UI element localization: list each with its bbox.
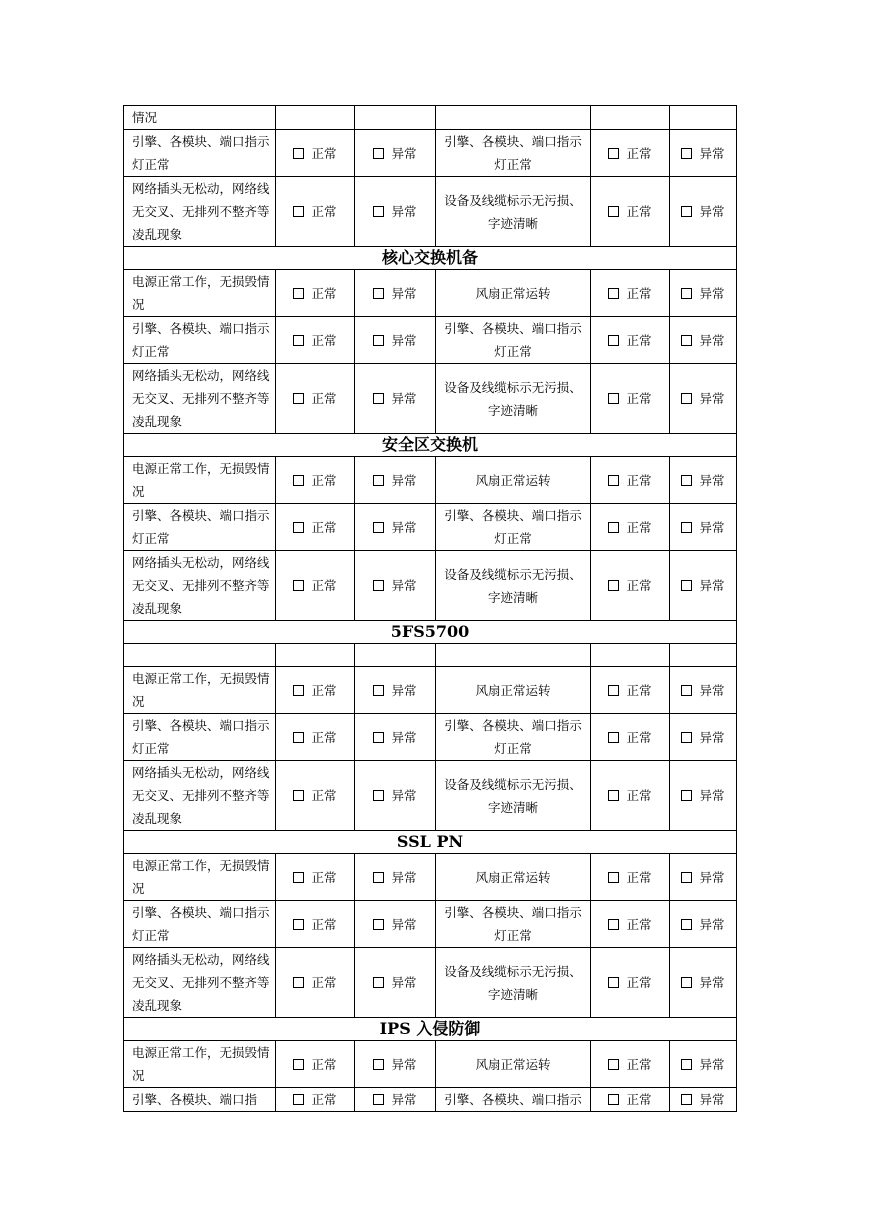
checkbox-icon[interactable] [373,475,384,486]
normal-checkbox-cell[interactable] [591,504,670,551]
inspection-row [124,714,737,761]
checkbox-icon[interactable] [608,475,619,486]
inspection-row [124,667,737,714]
check-item-left: 引擎、各模块、端口指 [124,1088,276,1112]
inspection-row [124,854,737,901]
abnormal-label: 异常 [391,391,417,406]
abnormal-checkbox-cell[interactable] [355,1041,436,1088]
check-item-right: 风扇正常运转 [436,457,591,504]
checkbox-icon[interactable] [681,1059,692,1070]
checkbox-icon[interactable] [293,148,304,159]
check-item-right: 设备及线缆标示无污损、字迹清晰 [436,948,591,1018]
checkbox-icon[interactable] [293,522,304,533]
inspection-row [124,457,737,504]
normal-checkbox-cell[interactable] [591,714,670,761]
abnormal-label: 异常 [391,332,417,348]
checkbox-icon[interactable] [373,872,384,883]
check-item-right: 引擎、各模块、端口指示灯正常 [436,130,591,177]
abnormal-checkbox-cell[interactable] [670,504,737,551]
checkbox-icon[interactable] [293,335,304,346]
normal-checkbox-cell[interactable] [276,551,355,621]
normal-checkbox-cell[interactable] [591,551,670,621]
check-item-left: 网络插头无松动，网络线无交叉、无排列不整齐等凌乱现象 [124,551,276,621]
checkbox-icon[interactable] [681,872,692,883]
abnormal-label: 异常 [699,391,725,406]
checkbox-icon[interactable] [608,148,619,159]
checkbox-icon[interactable] [681,732,692,743]
abnormal-label: 异常 [699,1092,725,1107]
abnormal-checkbox-cell[interactable] [670,901,737,948]
blank-row [124,644,737,667]
abnormal-checkbox-cell[interactable] [670,714,737,761]
normal-checkbox-cell[interactable] [591,130,670,177]
checkbox-icon[interactable] [373,580,384,591]
checkbox-icon[interactable] [373,790,384,801]
normal-label: 正常 [626,519,652,535]
checkbox-icon[interactable] [681,977,692,988]
abnormal-checkbox-cell[interactable] [670,130,737,177]
abnormal-label: 异常 [391,472,417,488]
normal-label: 正常 [311,578,337,593]
inspection-row [124,177,737,247]
abnormal-label: 异常 [699,916,725,932]
abnormal-label: 异常 [699,145,725,161]
check-item-right: 引擎、各模块、端口指示灯正常 [436,714,591,761]
checkbox-icon[interactable] [373,685,384,696]
checkbox-icon[interactable] [608,685,619,696]
check-item-right: 风扇正常运转 [436,270,591,317]
normal-label: 正常 [311,975,337,990]
normal-label: 正常 [626,729,652,745]
normal-label: 正常 [311,472,337,488]
check-item-right: 引擎、各模块、端口指示灯正常 [436,504,591,551]
abnormal-label: 异常 [699,869,725,885]
abnormal-label: 异常 [699,975,725,990]
check-item-right: 设备及线缆标示无污损、字迹清晰 [436,177,591,247]
checkbox-icon[interactable] [293,393,304,404]
empty-cell [670,106,737,130]
check-item-right: 风扇正常运转 [436,667,591,714]
normal-label: 正常 [626,1056,652,1072]
abnormal-label: 异常 [699,472,725,488]
checkbox-icon[interactable] [293,288,304,299]
normal-label: 正常 [626,391,652,406]
empty-cell [276,644,355,667]
section-title: 5FS5700 [124,621,737,644]
abnormal-checkbox-cell[interactable] [670,177,737,247]
abnormal-checkbox-cell[interactable] [355,854,436,901]
checkbox-icon[interactable] [608,1094,619,1105]
check-item-left: 电源正常工作，无损毁情况 [124,667,276,714]
checkbox-icon[interactable] [373,288,384,299]
checkbox-icon[interactable] [293,919,304,930]
inspection-row [124,317,737,364]
checkbox-icon[interactable] [373,1059,384,1070]
normal-label: 正常 [311,145,337,161]
abnormal-label: 异常 [699,1056,725,1072]
abnormal-label: 异常 [391,578,417,593]
abnormal-checkbox-cell[interactable] [670,364,737,434]
empty-cell [124,644,276,667]
checkbox-icon[interactable] [681,919,692,930]
empty-cell [670,644,737,667]
abnormal-label: 异常 [391,204,417,219]
checkbox-icon[interactable] [608,919,619,930]
checkbox-icon[interactable] [681,685,692,696]
checkbox-icon[interactable] [681,790,692,801]
checkbox-icon[interactable] [293,790,304,801]
checkbox-icon[interactable] [608,1059,619,1070]
inspection-table [123,105,737,1112]
checkbox-icon[interactable] [608,977,619,988]
empty-cell [436,106,591,130]
check-item-right: 风扇正常运转 [436,1041,591,1088]
abnormal-label: 异常 [391,1056,417,1072]
abnormal-label: 异常 [391,519,417,535]
abnormal-checkbox-cell[interactable] [670,551,737,621]
normal-label: 正常 [311,788,337,803]
normal-label: 正常 [626,1092,652,1107]
checkbox-icon[interactable] [608,288,619,299]
abnormal-checkbox-cell[interactable] [355,551,436,621]
checkbox-icon[interactable] [373,148,384,159]
inspection-row [124,551,737,621]
abnormal-checkbox-cell[interactable] [670,317,737,364]
normal-label: 正常 [626,916,652,932]
normal-label: 正常 [626,285,652,301]
normal-label: 正常 [626,975,652,990]
abnormal-label: 异常 [391,869,417,885]
abnormal-checkbox-cell[interactable] [355,1088,436,1112]
normal-label: 正常 [311,916,337,932]
check-item-right: 引擎、各模块、端口指示 [436,1088,591,1112]
inspection-row [124,130,737,177]
checkbox-icon[interactable] [293,1094,304,1105]
abnormal-checkbox-cell[interactable] [355,761,436,831]
inspection-row [124,270,737,317]
normal-checkbox-cell[interactable] [591,901,670,948]
checkbox-icon[interactable] [293,732,304,743]
normal-label: 正常 [311,391,337,406]
checkbox-icon[interactable] [293,685,304,696]
inspection-row [124,106,737,130]
normal-label: 正常 [311,1056,337,1072]
abnormal-checkbox-cell[interactable] [355,714,436,761]
section-title: IPS 入侵防御 [124,1018,737,1041]
abnormal-checkbox-cell[interactable] [670,1088,737,1112]
checkbox-icon[interactable] [681,1094,692,1105]
normal-checkbox-cell[interactable] [591,270,670,317]
abnormal-label: 异常 [699,519,725,535]
check-item-left: 引擎、各模块、端口指示灯正常 [124,901,276,948]
check-item-left: 网络插头无松动，网络线无交叉、无排列不整齐等凌乱现象 [124,761,276,831]
check-item-right: 设备及线缆标示无污损、字迹清晰 [436,551,591,621]
normal-checkbox-cell[interactable] [276,667,355,714]
normal-label: 正常 [311,204,337,219]
section-title: 安全区交换机 [124,434,737,457]
normal-label: 正常 [626,145,652,161]
checkbox-icon[interactable] [293,206,304,217]
inspection-row [124,761,737,831]
check-item-left: 网络插头无松动，网络线无交叉、无排列不整齐等凌乱现象 [124,948,276,1018]
abnormal-label: 异常 [391,145,417,161]
abnormal-checkbox-cell[interactable] [670,761,737,831]
inspection-row [124,1041,737,1088]
abnormal-checkbox-cell[interactable] [355,317,436,364]
check-item-left: 电源正常工作，无损毁情况 [124,854,276,901]
normal-label: 正常 [626,204,652,219]
checkbox-icon[interactable] [293,1059,304,1070]
abnormal-checkbox-cell[interactable] [355,504,436,551]
checkbox-icon[interactable] [681,580,692,591]
check-item-left: 引擎、各模块、端口指示灯正常 [124,317,276,364]
normal-label: 正常 [311,729,337,745]
checkbox-icon[interactable] [681,475,692,486]
checkbox-icon[interactable] [373,206,384,217]
abnormal-label: 异常 [391,975,417,990]
abnormal-label: 异常 [699,682,725,698]
checkbox-icon[interactable] [373,977,384,988]
abnormal-label: 异常 [699,578,725,593]
check-item-left: 引擎、各模块、端口指示灯正常 [124,130,276,177]
check-item-right: 引擎、各模块、端口指示灯正常 [436,901,591,948]
abnormal-label: 异常 [699,332,725,348]
inspection-row [124,1088,737,1112]
normal-checkbox-cell[interactable] [276,761,355,831]
abnormal-label: 异常 [699,788,725,803]
normal-label: 正常 [626,788,652,803]
empty-cell [276,106,355,130]
checkbox-icon[interactable] [608,580,619,591]
abnormal-checkbox-cell[interactable] [355,270,436,317]
check-item-left: 电源正常工作，无损毁情况 [124,1041,276,1088]
checkbox-icon[interactable] [608,393,619,404]
abnormal-checkbox-cell[interactable] [670,1041,737,1088]
checkbox-icon[interactable] [373,393,384,404]
inspection-row [124,948,737,1018]
checkbox-icon[interactable] [608,522,619,533]
normal-checkbox-cell[interactable] [276,1088,355,1112]
normal-label: 正常 [626,332,652,348]
checkbox-icon[interactable] [293,475,304,486]
normal-checkbox-cell[interactable] [276,504,355,551]
section-header-row [124,1018,737,1041]
check-item-left: 电源正常工作，无损毁情况 [124,270,276,317]
abnormal-label: 异常 [391,1092,417,1107]
section-header-row [124,621,737,644]
checkbox-icon[interactable] [681,335,692,346]
empty-cell [436,644,591,667]
checkbox-icon[interactable] [681,288,692,299]
checkbox-icon[interactable] [681,522,692,533]
normal-checkbox-cell[interactable] [591,177,670,247]
normal-checkbox-cell[interactable] [591,317,670,364]
abnormal-checkbox-cell[interactable] [355,130,436,177]
normal-label: 正常 [626,578,652,593]
check-item-left: 引擎、各模块、端口指示灯正常 [124,504,276,551]
abnormal-label: 异常 [699,285,725,301]
normal-checkbox-cell[interactable] [276,130,355,177]
checkbox-icon[interactable] [681,148,692,159]
abnormal-checkbox-cell[interactable] [670,854,737,901]
abnormal-checkbox-cell[interactable] [355,667,436,714]
normal-label: 正常 [311,332,337,348]
abnormal-checkbox-cell[interactable] [355,948,436,1018]
abnormal-label: 异常 [699,204,725,219]
abnormal-checkbox-cell[interactable] [670,270,737,317]
checkbox-icon[interactable] [608,206,619,217]
normal-checkbox-cell[interactable] [276,364,355,434]
abnormal-label: 异常 [391,916,417,932]
check-item-left: 电源正常工作，无损毁情况 [124,457,276,504]
normal-label: 正常 [626,869,652,885]
normal-checkbox-cell[interactable] [276,854,355,901]
check-item-right: 设备及线缆标示无污损、字迹清晰 [436,761,591,831]
checkbox-icon[interactable] [373,732,384,743]
checkbox-icon[interactable] [293,872,304,883]
abnormal-label: 异常 [391,285,417,301]
section-header-row [124,247,737,270]
checkbox-icon[interactable] [681,393,692,404]
check-item-right: 设备及线缆标示无污损、字迹清晰 [436,364,591,434]
abnormal-checkbox-cell[interactable] [355,457,436,504]
normal-checkbox-cell[interactable] [276,714,355,761]
abnormal-checkbox-cell[interactable] [355,364,436,434]
section-header-row [124,831,737,854]
section-header-row [124,434,737,457]
inspection-row [124,364,737,434]
section-title: 核心交换机备 [124,247,737,270]
checkbox-icon[interactable] [373,919,384,930]
normal-label: 正常 [311,682,337,698]
abnormal-checkbox-cell[interactable] [670,948,737,1018]
checkbox-icon[interactable] [608,335,619,346]
check-item-left: 引擎、各模块、端口指示灯正常 [124,714,276,761]
checkbox-icon[interactable] [373,335,384,346]
normal-checkbox-cell[interactable] [591,1088,670,1112]
checkbox-icon[interactable] [293,977,304,988]
normal-checkbox-cell[interactable] [591,457,670,504]
checkbox-icon[interactable] [608,790,619,801]
normal-checkbox-cell[interactable] [276,1041,355,1088]
checkbox-icon[interactable] [608,732,619,743]
checkbox-icon[interactable] [608,872,619,883]
abnormal-label: 异常 [391,682,417,698]
normal-checkbox-cell[interactable] [591,1041,670,1088]
abnormal-label: 异常 [391,788,417,803]
empty-cell [591,644,670,667]
abnormal-checkbox-cell[interactable] [355,177,436,247]
abnormal-checkbox-cell[interactable] [670,457,737,504]
check-item-left: 情况 [124,106,276,130]
normal-label: 正常 [626,472,652,488]
normal-checkbox-cell[interactable] [276,177,355,247]
normal-checkbox-cell[interactable] [276,901,355,948]
checkbox-icon[interactable] [293,580,304,591]
normal-checkbox-cell[interactable] [591,364,670,434]
normal-checkbox-cell[interactable] [276,457,355,504]
abnormal-checkbox-cell[interactable] [355,901,436,948]
section-title: SSL PN [124,831,737,854]
checkbox-icon[interactable] [373,522,384,533]
normal-checkbox-cell[interactable] [276,317,355,364]
empty-cell [355,644,436,667]
checkbox-icon[interactable] [681,206,692,217]
normal-checkbox-cell[interactable] [591,854,670,901]
normal-checkbox-cell[interactable] [276,270,355,317]
inspection-row [124,504,737,551]
check-item-left: 网络插头无松动，网络线无交叉、无排列不整齐等凌乱现象 [124,364,276,434]
normal-label: 正常 [311,869,337,885]
check-item-right: 风扇正常运转 [436,854,591,901]
empty-cell [591,106,670,130]
inspection-row [124,901,737,948]
normal-label: 正常 [311,519,337,535]
abnormal-label: 异常 [699,729,725,745]
normal-checkbox-cell[interactable] [591,948,670,1018]
checkbox-icon[interactable] [373,1094,384,1105]
abnormal-checkbox-cell[interactable] [670,667,737,714]
normal-checkbox-cell[interactable] [591,667,670,714]
abnormal-label: 异常 [391,729,417,745]
normal-checkbox-cell[interactable] [276,948,355,1018]
normal-label: 正常 [311,285,337,301]
empty-cell [355,106,436,130]
check-item-right: 引擎、各模块、端口指示灯正常 [436,317,591,364]
normal-checkbox-cell[interactable] [591,761,670,831]
normal-label: 正常 [626,682,652,698]
check-item-left: 网络插头无松动，网络线无交叉、无排列不整齐等凌乱现象 [124,177,276,247]
normal-label: 正常 [311,1092,337,1107]
